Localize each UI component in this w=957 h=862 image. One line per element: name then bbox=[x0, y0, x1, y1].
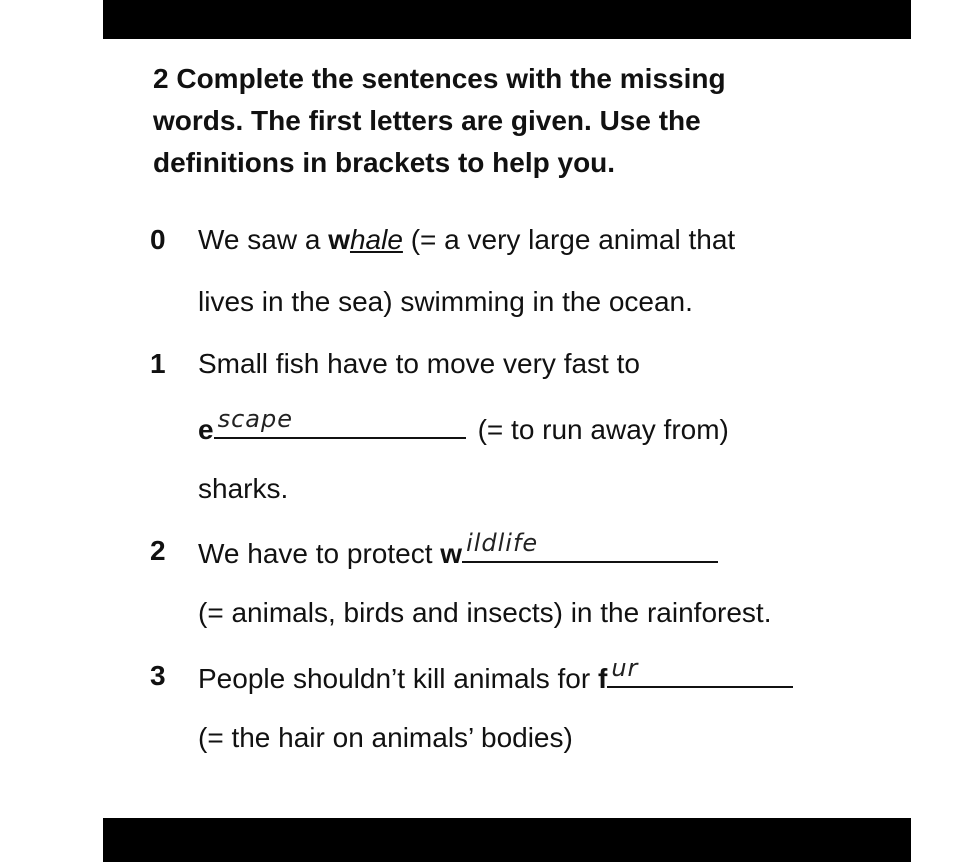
answer-blank[interactable] bbox=[607, 656, 793, 688]
example-answer: hale bbox=[349, 224, 403, 255]
sentence-text: Small fish have to move very fast to bbox=[198, 348, 640, 379]
instructions-text: Complete the sentences with the missing words. The first letters are given. Use the definitions in brackets to help you. bbox=[153, 63, 726, 178]
sentence-text: People shouldn’t kill animals for bbox=[198, 663, 598, 694]
item-number: 0 bbox=[150, 224, 166, 255]
sentence-text: sharks. bbox=[198, 473, 289, 504]
item-line bbox=[198, 344, 640, 384]
first-letter: e bbox=[198, 414, 214, 445]
item-number: 3 bbox=[150, 660, 166, 691]
item-line bbox=[198, 220, 735, 260]
item-line bbox=[198, 407, 729, 450]
item-line bbox=[198, 593, 771, 633]
sentence-text: (= a very large animal that bbox=[402, 224, 736, 255]
top-black-bar bbox=[103, 0, 911, 39]
handwritten-answer: ur bbox=[611, 654, 639, 682]
exercise-instructions bbox=[153, 58, 793, 184]
item-line bbox=[198, 469, 288, 509]
definition-text: (= to run away from) bbox=[477, 414, 729, 445]
item-line bbox=[198, 282, 693, 322]
first-letter: w bbox=[440, 538, 463, 569]
item-line bbox=[198, 531, 718, 574]
handwritten-answer: ildlife bbox=[466, 529, 539, 557]
first-letter: f bbox=[597, 663, 608, 694]
answer-blank[interactable] bbox=[214, 407, 466, 439]
item-line bbox=[198, 656, 793, 699]
bottom-black-bar bbox=[103, 818, 911, 862]
item-number: 1 bbox=[150, 348, 166, 379]
sentence-text: (= the hair on animals’ bodies) bbox=[198, 722, 573, 753]
first-letter: w bbox=[328, 224, 350, 255]
exercise-number: 2 bbox=[153, 63, 169, 94]
answer-blank[interactable] bbox=[462, 531, 718, 563]
sentence-text: We have to protect bbox=[198, 538, 441, 569]
item-line bbox=[198, 718, 573, 758]
handwritten-answer: scape bbox=[217, 405, 293, 433]
sentence-text: (= animals, birds and insects) in the rainforest. bbox=[198, 597, 772, 628]
sentence-text: lives in the sea) swimming in the ocean. bbox=[198, 286, 693, 317]
item-number: 2 bbox=[150, 535, 166, 566]
sentence-text: We saw a bbox=[198, 224, 329, 255]
